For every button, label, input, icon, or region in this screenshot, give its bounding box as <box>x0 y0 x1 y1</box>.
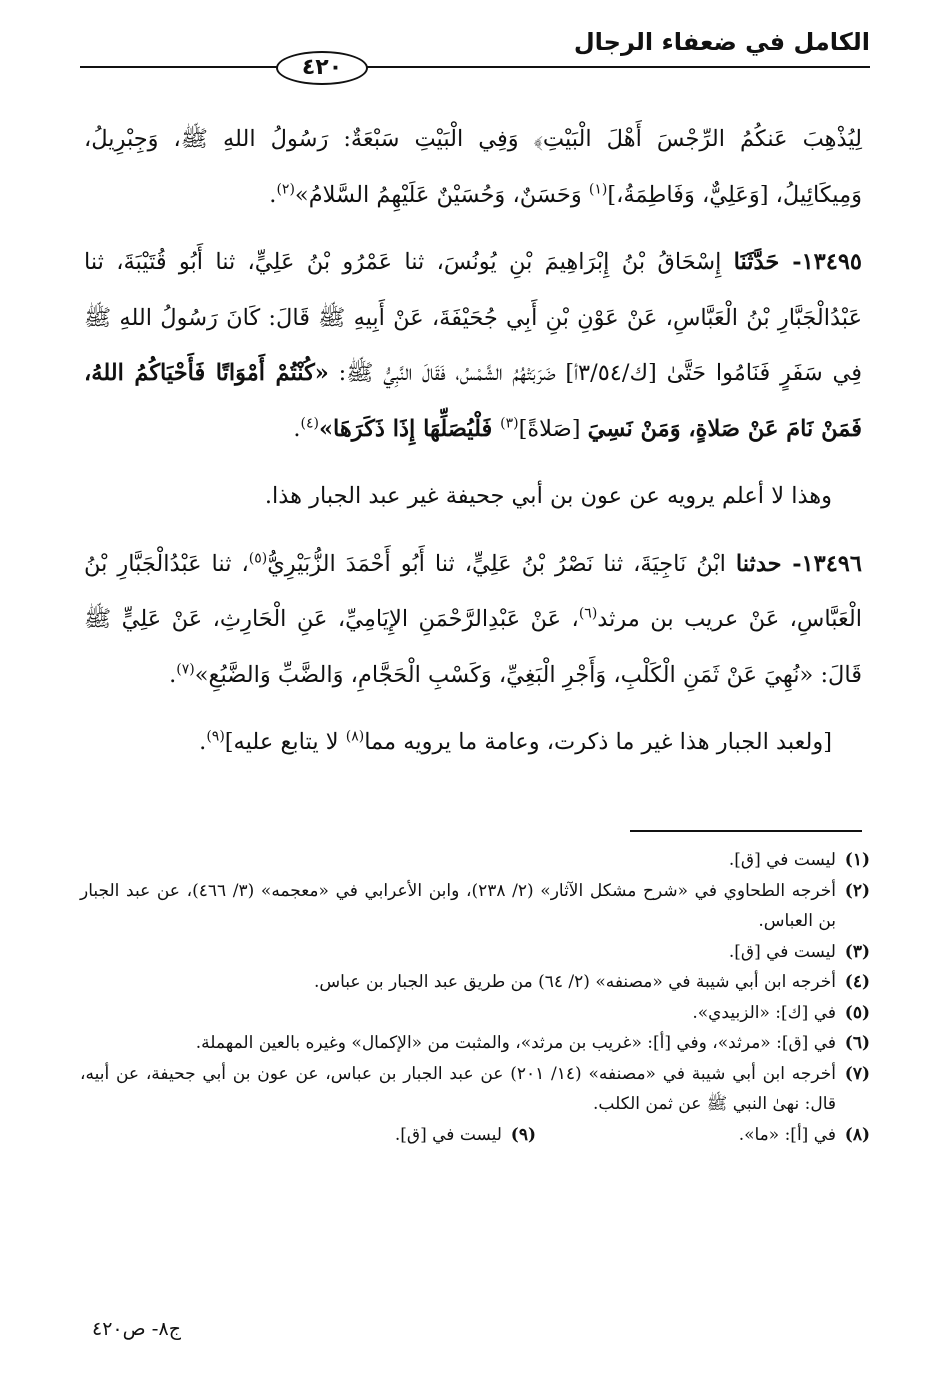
hadith-matn-end: فَلْيُصَلِّهَا إِذَا ذَكَرَهَا» <box>318 415 501 442</box>
note-end: . <box>199 729 207 755</box>
author-note-1: وهذا لا أعلم يرويه عن عون بن أبي جحيفة غير عبد الجبار هذا. <box>264 483 832 509</box>
footnote-number: (٩) <box>510 1124 536 1145</box>
footnote-pair <box>80 1120 870 1151</box>
footnote-text: ليست في [ق]. <box>728 850 836 870</box>
hadith-keyword: - حَدَّثَنَا <box>733 249 802 275</box>
hadith-chain: إِسْحَاقُ بْنُ إِبْرَاهِيمَ بْنِ يُونُسَ، ثنا عَمْرُو بْنُ عَلِيٍّ، ثنا أَبُو قُتَيْبَةَ، ثنا عَبْدُالْجَبَّارِ بْنُ الْعَبَّاسِ، عَنْ عَوْنِ بْنِ أَبِي جُحَيْفَةَ، عَنْ أَبِيهِ ﷺ قَالَ: كَانَ رَسُولُ اللهِ ﷺ فِي سَفَرٍ فَنَامُوا حَتَّىٰ [ك/٣/٥٤أ] ضَرَبَتْهُمُ الشَّمْسُ، فَقَالَ النَّبِيُّ ﷺ: <box>84 249 862 386</box>
footnote-text: في [أ]: «ما». <box>738 1124 836 1145</box>
paragraph-verse <box>84 112 862 223</box>
footnote-ref-1: (١) <box>588 181 608 197</box>
verse-text-mid: وَحَسَنٌ، وَحُسَيْنٌ عَلَيْهِمُ السَّلامُ» <box>294 181 589 208</box>
verse-end: . <box>269 181 277 208</box>
footnote-9 <box>202 1120 536 1151</box>
hadith-insert: [صَلاةً] <box>518 415 588 442</box>
footnote-text: ليست في [ق]. <box>394 1124 502 1145</box>
footnote-ref-4: (٤) <box>300 415 319 431</box>
footnote-ref-5: (٥) <box>248 550 268 566</box>
footnote-text: أخرجه ابن أبي شيبة في «مصنفه» (١٤/ ٢٠١) عن عبد الجبار بن عباس، عن عون بن أبي جحيفة، عن أبيه، قال: نهىٰ النبي ﷺ عن ثمن الكلب. <box>80 1063 836 1114</box>
footnote-ref-3: (٣) <box>500 415 519 431</box>
page-footer: ج٨- ص٤٢٠ <box>92 1318 181 1340</box>
footnote-number: (٦) <box>844 1033 870 1053</box>
hadith-number: ١٣٤٩٦ <box>801 550 862 577</box>
verse-text: لِيُذْهِبَ عَنكُمُ الرِّجْسَ أَهْلَ الْبَيْتِ﴾ وَفِي الْبَيْتِ سَبْعَةٌ: رَسُولُ اللهِ ﷺ، وَجِبْرِيلُ، وَمِيكَائِيلُ، [وَعَلِيٌّ، وَفَاطِمَةُ،] <box>84 126 862 208</box>
footnote-ref-8: (٨) <box>345 728 365 745</box>
footnote-5 <box>80 998 870 1029</box>
footnote-1 <box>80 845 870 876</box>
footnote-number: (١) <box>844 850 870 870</box>
main-text <box>84 112 862 771</box>
note-text: [ولعبد الجبار هذا غير ما ذكرت، وعامة ما يرويه مما <box>364 729 832 755</box>
hadith-chain-b: ، ثنا عَبْدُالْجَبَّارِ بْنُ الْعَبَّاسِ، عَنْ عريب بن مرثد <box>84 550 863 632</box>
footnote-8 <box>536 1120 870 1151</box>
hadith-number: ١٣٤٩٥ <box>801 249 862 275</box>
footnote-number: (٨) <box>844 1124 870 1145</box>
hadith-chain-c: ، عَنْ عَبْدِالرَّحْمَنِ الإِيَامِيِّ، عَنِ الْحَارِثِ، عَنْ عَلِيٍّ ﷺ قَالَ: «نُهِيَ عَنْ ثَمَنِ الْكَلْبِ، وَأَجْرِ الْبَغِيِّ، وَكَسْبِ الْحَجَّامِ، وَالضَّبِّ وَالضَّبُعِ» <box>84 606 862 688</box>
footnote-text: أخرجه الطحاوي في «شرح مشكل الآثار» (٢/ ٢٣٨)، وابن الأعرابي في «معجمه» (٣/ ٤٦٦)، عن عبد الجبار بن العباس. <box>80 880 837 931</box>
footnote-2 <box>80 876 870 937</box>
footnote-ref-2: (٢) <box>276 181 295 197</box>
page-number: ٤٢٠ <box>276 51 368 85</box>
page-header <box>80 22 870 82</box>
hadith-13495 <box>84 235 862 457</box>
footnote-number: (٤) <box>844 972 870 992</box>
hadith-end: . <box>293 415 301 442</box>
author-note-2 <box>84 715 862 771</box>
footnote-ref-9: (٩) <box>206 728 225 745</box>
footnote-text: أخرجه ابن أبي شيبة في «مصنفه» (٢/ ٦٤) من طريق عبد الجبار بن عباس. <box>313 972 836 992</box>
hadith-13496 <box>84 537 862 704</box>
footnote-3 <box>80 937 870 968</box>
footnote-text: في [ك]: «الزبيدي». <box>692 1002 836 1023</box>
footnote-number: (٣) <box>844 941 870 962</box>
hadith-matn: «كُنْتُمْ أَمْوَاتًا فَأَحْيَاكُمُ اللهُ، فَمَنْ نَامَ عَنْ صَلاةٍ، وَمَنْ نَسِيَ <box>84 360 862 442</box>
footnotes <box>80 845 870 1150</box>
hadith-end: . <box>169 661 177 688</box>
footnote-7 <box>80 1059 870 1120</box>
footnote-ref-7: (٧) <box>176 661 195 677</box>
footnote-text: في [ق]: «مرثد»، وفي [أ]: «غريب بن مرثد»، والمثبت من «الإكمال» وغيره بالعين المهملة. <box>195 1033 836 1053</box>
footnote-number: (٥) <box>844 1002 870 1023</box>
hadith-chain: ابْنُ نَاجِيَةَ، ثنا نَصْرُ بْنُ عَلِيٍّ، ثنا أَبُو أَحْمَدَ الزُّبَيْرِيُّ <box>267 550 736 577</box>
footnote-separator <box>630 830 862 832</box>
footnote-ref-6: (٦) <box>578 605 598 622</box>
footnote-4 <box>80 967 870 998</box>
hadith-keyword: - حدثنا <box>735 550 802 577</box>
note-text-b: لا يتابع عليه] <box>224 729 346 755</box>
footnote-number: (٢) <box>844 880 870 901</box>
book-title: الكامل في ضعفاء الرجال <box>573 28 870 56</box>
footnote-6 <box>80 1028 870 1059</box>
header-rule <box>80 66 870 68</box>
footnote-number: (٧) <box>844 1063 870 1084</box>
footnote-text: ليست في [ق]. <box>728 941 836 962</box>
